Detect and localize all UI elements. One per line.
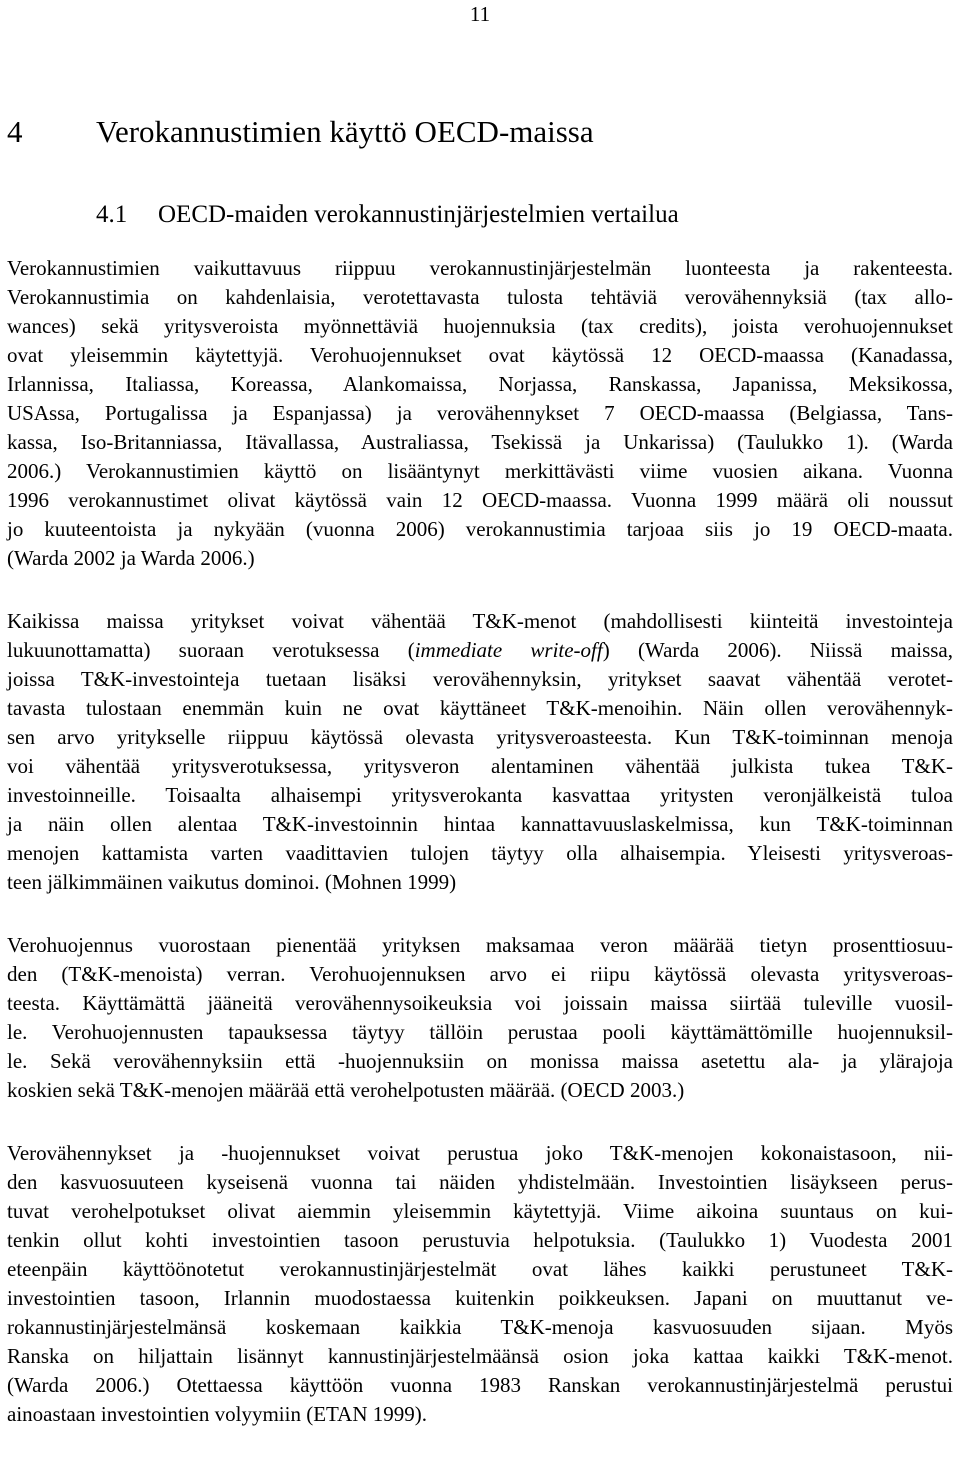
- text-line: teen jälkimmäinen vaikutus dominoi. (Mohnen 1999): [7, 870, 457, 894]
- text-line: (Warda 2002 ja Warda 2006.): [7, 546, 255, 570]
- text-line: (Warda 2006.) Otettaessa käyttöön vuonna 1983 Ranskan verokannustinjärjestelmä perustui: [7, 1373, 953, 1397]
- text-line: Verokannustimien vaikuttavuus riippuu verokannustinjärjestelmän luonteesta ja rakenteesta.: [7, 256, 953, 280]
- paragraph: [7, 607, 953, 897]
- text-line: jo kuuteentoista ja nykyään (vuonna 2006) verokannustimia tarjoaa siis jo 19 OECD-maata.: [7, 517, 953, 541]
- chapter-title: Verokannustimien käyttö OECD-maissa: [96, 114, 594, 149]
- text-line: lukuunottamatta) suoraan verotuksessa (immediate write-off) (Warda 2006). Niissä maissa,: [7, 638, 953, 662]
- text-line: Kaikissa maissa yritykset voivat vähentää T&K-menot (mahdollisesti kiinteitä investointeja: [7, 609, 953, 633]
- section-heading: [96, 200, 679, 230]
- text-line: 2006.) Verokannustimien käyttö on lisääntynyt merkittävästi viime vuosien aikana. Vuonna: [7, 459, 953, 483]
- text-line: eteenpäin käyttöönotetut verokannustinjärjestelmät ovat lähes kaikki perustuneet T&K-: [7, 1257, 953, 1281]
- text-line: menojen kattamista varten vaadittavien tulojen täytyy olla alhaisempia. Yleisesti yritysveroas-: [7, 841, 953, 865]
- text-line: den (T&K-menoista) verran. Verohuojennuksen arvo ei riipu käytössä olevasta yritysveroas-: [7, 962, 953, 986]
- text-line: wances) sekä yritysveroista myönnettäviä huojennuksia (tax credits), joista verohuojennukset: [7, 314, 953, 338]
- text-line: USAssa, Portugalissa ja Espanjassa) ja verovähennykset 7 OECD-maassa (Belgiassa, Tans-: [7, 401, 953, 425]
- text-line: sen arvo yritykselle riippuu käytössä olevasta yritysveroasteesta. Kun T&K-toiminnan menoja: [7, 725, 953, 749]
- text-line: kassa, Iso-Britanniassa, Itävallassa, Australiassa, Tsekissä ja Unkarissa) (Taulukko 1). (Warda: [7, 430, 953, 454]
- text-line: teesta. Käyttämättä jääneitä verovähennysoikeuksia voi joissain maissa siirtää tuleville vuosil-: [7, 991, 953, 1015]
- paragraph: [7, 254, 953, 573]
- text-line: rokannustinjärjestelmänsä koskemaan kaikkia T&K-menoja kasvuosuuden sijaan. Myös: [7, 1315, 953, 1339]
- text-line: koskien sekä T&K-menojen määrää että verohelpotusten määrää. (OECD 2003.): [7, 1078, 685, 1102]
- text-line: tavasta tulostaan enemmän kuin ne ovat käyttäneet T&K-menoihin. Näin ollen verovähennyk-: [7, 696, 953, 720]
- chapter-heading: [7, 114, 594, 150]
- text-line: Ranska on hiljattain lisännyt kannustinjärjestelmäänsä osion joka kattaa kaikki T&K-menot.: [7, 1344, 953, 1368]
- text-line: den kasvuosuuteen kyseisenä vuonna tai näiden yhdistelmään. Investointien lisäykseen perus-: [7, 1170, 953, 1194]
- body-text: [7, 254, 953, 1463]
- text-line: investoinneille. Toisaalta alhaisempi yritysverokanta kasvattaa yritysten veronjälkeistä tuloa: [7, 783, 953, 807]
- text-line: Verohuojennus vuorostaan pienentää yrityksen maksamaa veron määrää tietyn prosenttiosuu-: [7, 933, 953, 957]
- section-title: OECD-maiden verokannustinjärjestelmien vertailua: [158, 201, 679, 228]
- paragraph: [7, 1139, 953, 1429]
- text-line: investointien tasoon, Irlannin muodostaessa kuitenkin poikkeuksen. Japani on muuttanut ve-: [7, 1286, 953, 1310]
- text-line: joissa T&K-investointeja tuetaan lisäksi verovähennyksin, yritykset saavat vähentää verotet-: [7, 667, 953, 691]
- text-line: ja näin ollen alentaa T&K-investoinnin hintaa kannattavuuslaskelmissa, kun T&K-toiminnan: [7, 812, 953, 836]
- text-line: Irlannissa, Italiassa, Koreassa, Alankomaissa, Norjassa, Ranskassa, Japanissa, Meksikossa,: [7, 372, 953, 396]
- chapter-number: 4: [7, 114, 23, 149]
- emphasis-text: immediate write-off: [414, 638, 603, 662]
- text-line: le. Sekä verovähennyksiin että -huojennuksiin on monissa maissa asetettu ala- ja ylärajoja: [7, 1049, 953, 1073]
- section-number: 4.1: [96, 201, 128, 228]
- text-line: tuvat verohelpotukset olivat aiemmin yleisemmin käytettyjä. Viime aikoina suuntaus on kui-: [7, 1199, 953, 1223]
- text-line: 1996 verokannustimet olivat käytössä vain 12 OECD-maassa. Vuonna 1999 määrä oli noussut: [7, 488, 953, 512]
- text-line: voi vähentää yritysverotuksessa, yritysveron alentaminen vähentää julkista tukea T&K-: [7, 754, 953, 778]
- text-line: ainoastaan investointien volyymiin (ETAN 1999).: [7, 1402, 427, 1426]
- text-line: le. Verohuojennusten tapauksessa täytyy tällöin perustaa pooli käyttämättömille huojennuksil-: [7, 1020, 953, 1044]
- paragraph: [7, 931, 953, 1105]
- page-number: 11: [469, 2, 491, 26]
- text-line: Verokannustimia on kahdenlaisia, verotettavasta tulosta tehtäviä verovähennyksiä (tax allo-: [7, 285, 953, 309]
- text-line: Verovähennykset ja -huojennukset voivat perustua joko T&K-menojen kokonaistasoon, nii-: [7, 1141, 953, 1165]
- text-line: ovat yleisemmin käytettyjä. Verohuojennukset ovat käytössä 12 OECD-maassa (Kanadassa,: [7, 343, 953, 367]
- text-line: tenkin ollut kohti investointien tasoon perustuvia helpotuksia. (Taulukko 1) Vuodesta 2001: [7, 1228, 953, 1252]
